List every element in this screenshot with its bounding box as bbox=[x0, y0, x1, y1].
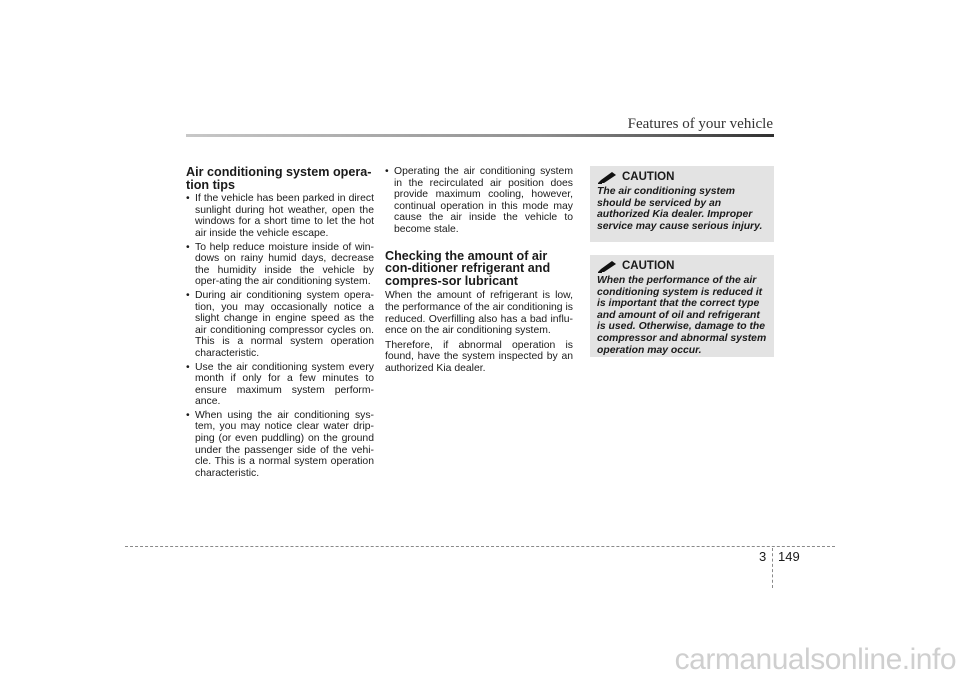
list-item: • Use the air conditioning system every month if only for a few minutes to ensure maximum system perform-ance. bbox=[186, 362, 374, 408]
caution-box bbox=[590, 166, 774, 242]
caution-header bbox=[597, 172, 768, 184]
page-number: 149 bbox=[778, 549, 800, 564]
caution-text: The air conditioning system should be serviced by an authorized Kia dealer. Improper service may cause serious injury. bbox=[597, 186, 763, 232]
column-right bbox=[590, 166, 774, 370]
list-item: • Operating the air conditioning system in the recirculated air position does provide maximum cooling, however, continual operation in this mode may cause the air inside the vehicle to become stale. bbox=[385, 166, 573, 236]
list-item: • If the vehicle has been parked in direct sunlight during hot weather, open the windows for a short time to let the hot air inside the vehicle escape. bbox=[186, 193, 374, 239]
column-middle bbox=[385, 166, 573, 378]
list-item: • When using the air conditioning sys-tem, you may notice clear water drip-ping (or even puddling) on the ground under the passenger side of the vehi-cle. This is a normal system operation characteristic. bbox=[186, 410, 374, 480]
paragraph: Therefore, if abnormal operation is found, have the system inspected by an authorized Kia dealer. bbox=[385, 339, 573, 374]
section-heading-ac-tips: Air conditioning system opera-tion tips bbox=[186, 165, 372, 192]
caution-text: When the performance of the air conditioning system is reduced it is important that the correct type and amount of oil and refrigerant is used. Otherwise, damage to the compressor and abnormal system operation may occur. bbox=[597, 275, 767, 356]
list-item: • To help reduce moisture inside of win-dows on rainy humid days, decrease the humidity inside the vehicle by oper-ating the air conditioning system. bbox=[186, 242, 374, 288]
list-item: • During air conditioning system opera-tion, you may occasionally notice a slight change in engine speed as the air conditioning compressor cycles on. This is a normal system operation characteristic. bbox=[186, 290, 374, 360]
footer-rule bbox=[125, 546, 835, 547]
chapter-number: 3 bbox=[759, 549, 767, 564]
footer-divider bbox=[772, 548, 773, 588]
page-section-title: Features of your vehicle bbox=[627, 116, 773, 132]
watermark: carmanualsonline.info bbox=[674, 643, 956, 676]
header-rule bbox=[186, 134, 774, 137]
caution-label: CAUTION bbox=[622, 171, 675, 184]
paragraph: When the amount of refrigerant is low, the performance of the air conditioning is reduced. Overfilling also has a bad influ-ence on the air conditioning system. bbox=[385, 290, 573, 337]
caution-header bbox=[597, 261, 768, 273]
section-heading-refrigerant: Checking the amount of air con-ditioner refrigerant and compres-sor lubricant bbox=[385, 248, 551, 288]
pen-caution-icon bbox=[597, 172, 617, 184]
column-left bbox=[186, 166, 374, 481]
caution-label: CAUTION bbox=[622, 260, 675, 273]
tips-list bbox=[186, 193, 374, 479]
caution-box bbox=[590, 255, 774, 357]
pen-caution-icon bbox=[597, 261, 617, 273]
tips-list-continued bbox=[385, 166, 573, 236]
